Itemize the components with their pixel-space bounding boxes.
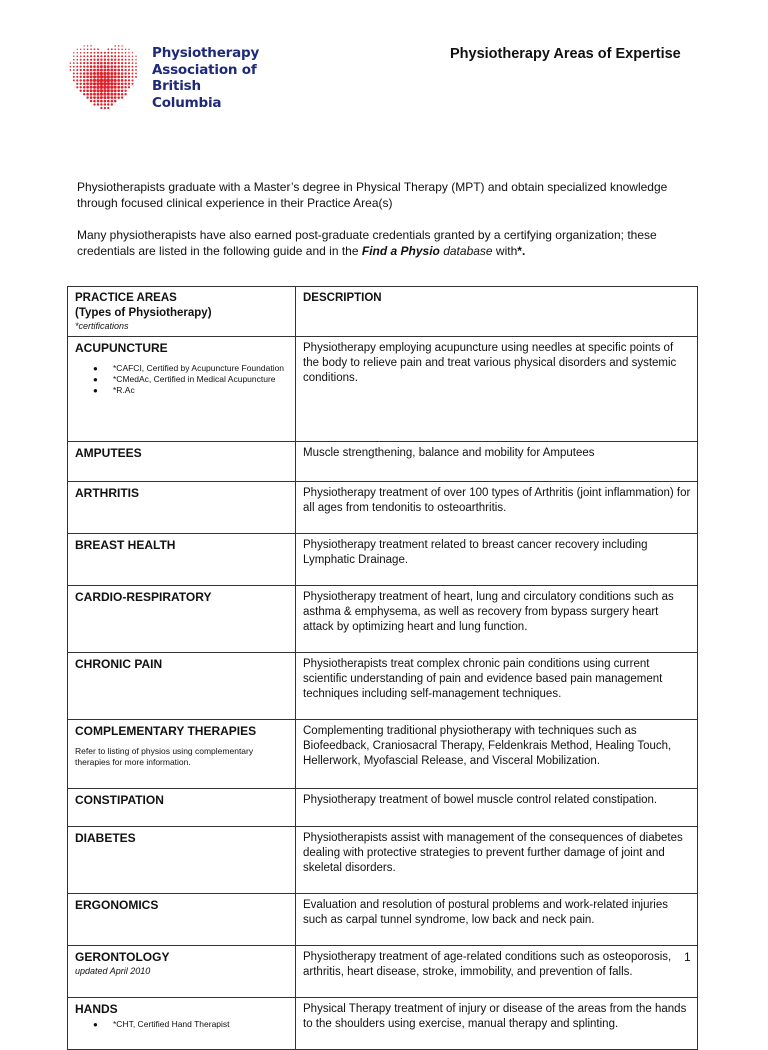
practice-area-name: GERONTOLOGY [75, 950, 170, 964]
find-a-physio-link: Find a Physio [361, 244, 440, 258]
practice-area-cell [68, 827, 296, 894]
logo-line: Physiotherapy [152, 45, 260, 61]
heart-logo-icon [62, 40, 152, 120]
practice-area-name: AMPUTEES [75, 446, 142, 460]
practice-area-cell [68, 534, 296, 586]
practice-area-name: ERGONOMICS [75, 898, 159, 912]
table-row [68, 894, 698, 946]
header-subtitle: (Types of Physiotherapy) [75, 307, 212, 319]
description-cell: Physiotherapy treatment of heart, lung and circulatory conditions such as asthma & emphysema, as well as recovery from bypass surgery heart attack by optimizing heart and lung function. [296, 586, 698, 653]
certification-item [93, 1019, 289, 1030]
practice-area-name: CARDIO-RESPIRATORY [75, 590, 212, 604]
table-header-row [68, 287, 698, 337]
table-row [68, 442, 698, 482]
description-cell: Physiotherapy treatment of bowel muscle control related constipation. [296, 789, 698, 827]
practice-area-cell [68, 482, 296, 534]
bullet-icon: ● [93, 364, 98, 373]
table-row [68, 720, 698, 789]
practice-areas-table [67, 286, 698, 1050]
intro-paragraph-1: Physiotherapists graduate with a Master’s degree in Physical Therapy (MPT) and obtain specialized knowledge through focused clinical experience in their Practice Area(s) [77, 180, 668, 210]
practice-area-cell [68, 337, 296, 442]
practice-area-name: CONSTIPATION [75, 793, 164, 807]
practice-area-cell [68, 653, 296, 720]
logo-text [152, 45, 272, 111]
header-certifications-note: *certifications [75, 321, 129, 331]
certification-item [93, 374, 289, 385]
certification-list [75, 1019, 289, 1030]
table-row [68, 534, 698, 586]
intro-paragraph-2 [77, 227, 697, 259]
practice-area-cell [68, 789, 296, 827]
practice-area-name: BREAST HEALTH [75, 538, 176, 552]
logo-line: British Columbia [152, 78, 222, 111]
table-row [68, 337, 698, 442]
practice-area-cell [68, 720, 296, 789]
document-title: Physiotherapy Areas of Expertise [450, 46, 681, 62]
practice-area-name: HANDS [75, 1002, 118, 1016]
bullet-icon: ● [93, 1020, 98, 1029]
certification-text: *CHT, Certified Hand Therapist [113, 1019, 230, 1029]
description-cell: Evaluation and resolution of postural problems and work-related injuries such as carpal tunnel syndrome, low back and neck pain. [296, 894, 698, 946]
page-number: 1 [684, 950, 691, 964]
description-cell: Physiotherapy treatment related to breast cancer recovery including Lymphatic Drainage. [296, 534, 698, 586]
header-title: PRACTICE AREAS [75, 292, 177, 304]
practice-area-cell [68, 442, 296, 482]
practice-area-name: COMPLEMENTARY THERAPIES [75, 724, 257, 738]
practice-area-name: ACUPUNCTURE [75, 341, 168, 355]
description-cell: Complementing traditional physiotherapy with techniques such as Biofeedback, Craniosacral Therapy, Feldenkrais Method, Healing Touch, Hellerwork, Myofascial Release, and Visceral Mobilization. [296, 720, 698, 789]
practice-area-name: DIABETES [75, 831, 136, 845]
description-cell: Physiotherapy treatment of over 100 types of Arthritis (joint inflammation) for all ages from tendonitis to osteoarthritis. [296, 482, 698, 534]
bullet-icon: ● [93, 375, 98, 384]
table-row [68, 653, 698, 720]
description-cell: Physiotherapy treatment of age-related conditions such as osteoporosis, arthritis, heart disease, stroke, immobility, and prevention of falls. [296, 946, 698, 998]
table-row [68, 482, 698, 534]
logo-line: Association of [152, 61, 257, 78]
practice-area-note: Refer to listing of physios using complementary therapies for more information. [75, 746, 254, 767]
bullet-icon: ● [93, 386, 98, 395]
intro-database-text: database [439, 244, 493, 258]
practice-area-name: CHRONIC PAIN [75, 657, 163, 671]
association-logo [62, 40, 272, 120]
description-cell: Muscle strengthening, balance and mobility for Amputees [296, 442, 698, 482]
description-header: DESCRIPTION [296, 287, 698, 337]
description-cell: Physical Therapy treatment of injury or disease of the areas from the hands to the shoulders using exercise, manual therapy and splinting. [296, 998, 698, 1050]
practice-area-cell [68, 586, 296, 653]
certification-list [75, 363, 289, 396]
table-row [68, 827, 698, 894]
certification-item [93, 363, 289, 374]
table-row [68, 946, 698, 998]
updated-date: updated April 2010 [75, 966, 151, 976]
description-cell: Physiotherapists treat complex chronic pain conditions using current scientific understanding of pain and evidence based pain management techniques including self-management techniques. [296, 653, 698, 720]
certification-text: *R.Ac [113, 385, 135, 395]
intro-star: *. [517, 244, 526, 258]
practice-areas-header [68, 287, 296, 337]
description-cell: Physiotherapists assist with management of the consequences of diabetes dealing with protective strategies to prevent further damage of joint and skeletal disorders. [296, 827, 698, 894]
certification-item [93, 385, 289, 396]
practice-area-cell [68, 894, 296, 946]
table-row [68, 586, 698, 653]
table-row [68, 789, 698, 827]
practice-area-name: ARTHRITIS [75, 486, 139, 500]
intro-with-text: with [492, 244, 518, 258]
intro-text: Many physiotherapists have also earned post-graduate credentials granted by a certifying organization; these credentials are listed in the following guide and in the [77, 228, 657, 258]
certification-text: *CAFCI, Certified by Acupuncture Foundation [113, 363, 285, 373]
certification-text: *CMedAc, Certified in Medical Acupuncture [113, 374, 276, 384]
description-cell: Physiotherapy employing acupuncture using needles at specific points of the body to relieve pain and treat various physical disorders and systemic conditions. [296, 337, 698, 442]
